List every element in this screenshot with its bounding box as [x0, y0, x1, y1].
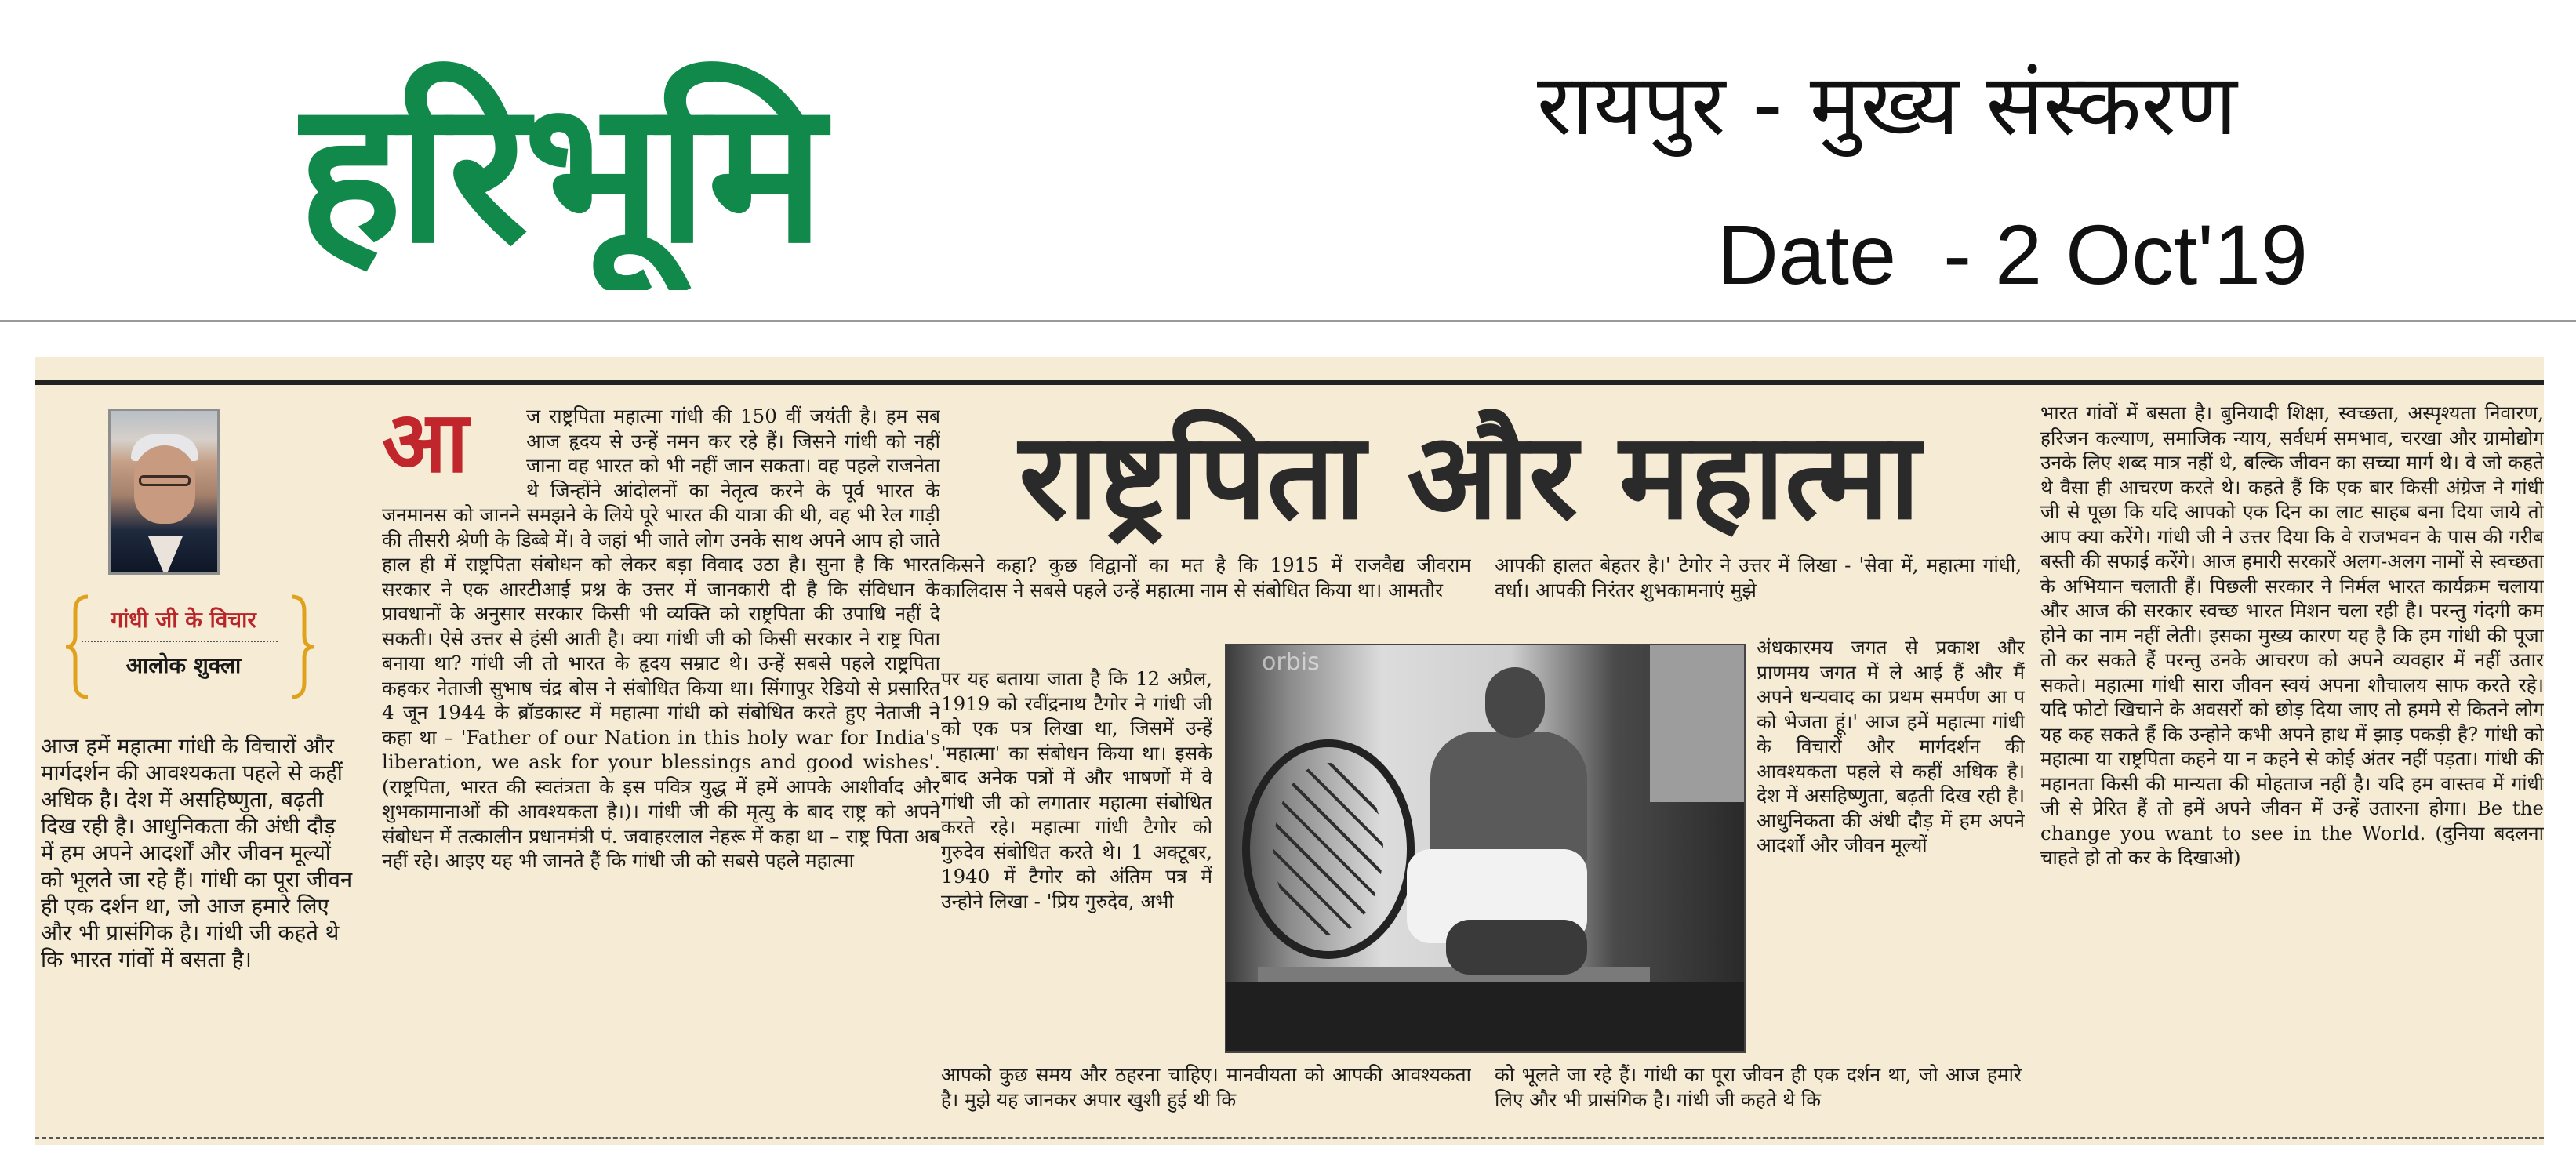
header-divider	[0, 320, 2576, 322]
article-headline: राष्ट्रपिता और महात्मा	[1019, 407, 1920, 546]
article-mid-right-top: आपकी हालत बेहतर है।' टेगोर ने उत्तर में लिखा - 'सेवा में, महात्मा गांधी, वर्धा। आपकी निरंतर शुभकामनाएं मुझे	[1495, 554, 2022, 601]
author-name: आलोक शुक्ला	[125, 652, 242, 678]
article-mid-left-side: पर यह बताया जाता है कि 12 अप्रैल, 1919 को रवींद्रनाथ टैगोर ने गांधी जी को एक पत्र लिखा था, जिसमें उन्हें 'महात्मा' का संबोधन किया था। इसके बाद अनेक पत्रों में और भाषणों में वे गांधी जी को लगातार महात्मा संबोधित करते रहे। महात्मा गांधी टैगोर को गुरुदेव संबोधित करते थे। 1 अक्टूबर, 1940 में टैगोर को अंतिम पत्र में उन्होने लिखा - 'प्रिय गुरुदेव, अभी	[941, 667, 1212, 913]
article-mid-right-side: अंधकारमय जगत से प्रकाश और प्राणमय जगत में ले आई हैं और मैं अपने धन्यवाद का प्रथम समर्पण आ प को भेजता हूं।' आज हमें महात्मा गांधी के विचारों और मार्गदर्शन की आवश्यकता पहले से कहीं अधिक है। देश में असहिष्णुता, बढ़ती दिख रही है। आधुनिकता की अंधी दौड़ में हम अपने आदर्शों और जीवन मूल्यों	[1757, 636, 2025, 856]
gandhi-spinning-wheel-photo	[1225, 644, 1746, 1053]
newspaper-logo: हरिभूमि	[298, 58, 820, 286]
edition-title: रायपुर - मुख्य संस्करण	[1537, 56, 2237, 154]
article-right-column: भारत गांवों में बसता है। बुनियादी शिक्षा, स्वच्छता, अस्पृश्यता निवारण, हरिजन कल्याण, समाजिक न्याय, सर्वधर्म समभाव, चरखा और ग्रामोद्योग उनके लिए शब्द मात्र नहीं थे, बल्कि जीवन का सच्चा मार्ग थे। वे जो कहते थे वैसा ही आचरण करते थे। कहते हैं कि एक बार किसी अंग्रेज ने गांधी जी से पूछा कि यदि आपको एक दिन का लाट साहब बना दिया जाये तो आप क्या करेंगे। गांधी जी ने उत्तर दिया कि वे राजभवन के पास की गरीब बस्ती की सफाई करेंगे। आज हमारी सरकारें अलग-अलग नामों से स्वच्छता के अभियान चलाती हैं। पिछली सरकार ने निर्मल भारत कार्यक्रम चलाया और आज की सरकार स्वच्छ भारत मिशन चला रही है। परन्तु गंदगी कम होने का नाम नहीं लेती। इसका मुख्य कारण यह है कि हम गांधी की पूजा तो कर सकते हैं परन्तु उनके आचरण को अपने व्यवहार में नहीं उतार सकते। महात्मा गांधी सारा जीवन स्वयं अपना शौचालय साफ करते रहे। यदि फोटो खिचाने के अवसरों को छोड़ दिया जाए तो हममे से कितने लोग यह कह सकते हैं कि उन्होने कभी अपने हाथ में झाड़ पकड़ी है? गांधी को महात्मा या राष्ट्रपिता कहने या न कहने से कोई अंतर नहीं पड़ता। गांधी की महानता किसी की मान्यता की मोहताज नहीं है। यदि हम वास्तव में गांधी जी से प्रेरित हैं तो हमें अपने जीवन में उन्हें उतारना होगा। Be the change you want to see in the World. (दुनिया बदलना चाहते हो तो कर के दिखाओ)	[2040, 401, 2544, 869]
clipping-top-rule	[35, 380, 2544, 385]
newspaper-clipping	[35, 357, 2544, 1145]
edition-date: Date - 2 Oct'19	[1717, 207, 2308, 302]
pull-quote: आज हमें महात्मा गांधी के विचारों और मार्गदर्शन की आवश्यकता पहले से कहीं अधिक है। देश में असहिष्णुता, बढ़ती दिख रही है। आधुनिकता की अंधी दौड़ में हम अपने आदर्शों और जीवन मूल्यों को भूलते जा रहे हैं। गांधी का पूरा जीवन ही एक दर्शन था, जो आज हमारे लिए और भी प्रासंगिक है। गांधी जी कहते थे कि भारत गांवों में बसता है।	[41, 734, 353, 972]
clipping-bottom-rule	[35, 1137, 2544, 1139]
photo-watermark: orbis	[1262, 648, 1320, 676]
series-title: गांधी जी के विचार	[111, 607, 256, 633]
article-intro-column	[382, 404, 940, 1133]
article-mid-right-bottom: को भूलते जा रहे हैं। गांधी का पूरा जीवन ही एक दर्शन था, जो आज हमारे लिए और भी प्रासंगिक है। गांधी जी कहते थे कि	[1495, 1063, 2022, 1111]
article-mid-left-bottom: आपको कुछ समय और ठहरना चाहिए। मानवीयता को आपकी आवश्यकता है। मुझे यह जानकर अपार खुशी हुई थी कि	[941, 1063, 1471, 1111]
drop-cap: आ	[382, 404, 466, 492]
author-photo	[108, 409, 220, 575]
article-intro-text: ज राष्ट्रपिता महात्मा गांधी की 150 वीं जयंती है। हम सब आज हृदय से उन्हें नमन कर रहे हैं। जिसने गांधी को नहीं जाना वह भारत को भी नहीं जान सकता। वह पहले राजनेता थे जिन्होंने आंदोलनों का नेतृत्व करने के पूर्व भारत के जनमानस को जानने समझने के लिये पूरे भारत की यात्रा की थी, वह भी रेल गाड़ी की तीसरी श्रेणी के डिब्बे में। वे जहां भी जाते लोग उनके साथ अपने आप हो जाते हाल ही में राष्ट्रपिता संबोधन को लेकर बड़ा विवाद उठा है। सुना है कि भारत सरकार ने एक आरटीआई प्रश्न के उत्तर में जानकारी दी है कि संविधान के प्रावधानों के अनुसार सरकार किसी भी व्यक्ति को राष्ट्रपिता की उपाधि नहीं दे सकती। ऐसे उत्तर से हंसी आती है। क्या गांधी जी को किसी सरकार ने राष्ट्र पिता बनाया था? गांधी जी तो भारत के हृदय सम्राट थे। उन्हें सबसे पहले राष्ट्रपिता कहकर नेताजी सुभाष चंद्र बोस ने संबोधित किया था। सिंगापुर रेडियो से प्रसारित 4 जून 1944 के ब्रॉडकास्ट में महात्मा गांधी को संबोधित करते हुए नेताजी ने कहा था – 'Father of our Nation in this holy war for India's liberation, we ask for your blessings and good wishes'. (राष्ट्रपिता, भारत की स्वतंत्रता के इस पवित्र युद्ध में हमें आपके आशीर्वाद और शुभकामानाओं की आवश्यकता है।)। गांधी जी की मृत्यु के बाद राष्ट्र को अपने संबोधन में तत्कालीन प्रधानमंत्री पं. जवाहरलाल नेहरू में कहा था – राष्ट्र पिता अब नहीं रहे। आइए यह भी जानते हैं कि गांधी जी को सबसे पहले महात्मा	[382, 405, 940, 872]
article-mid-left-top: किसने कहा? कुछ विद्वानों का मत है कि 1915 में राजवैद्य जीवराम कालिदास ने सबसे पहले उन्हें महात्मा नाम से संबोधित किया था। आमतौर	[941, 554, 1471, 601]
series-divider	[82, 641, 278, 642]
